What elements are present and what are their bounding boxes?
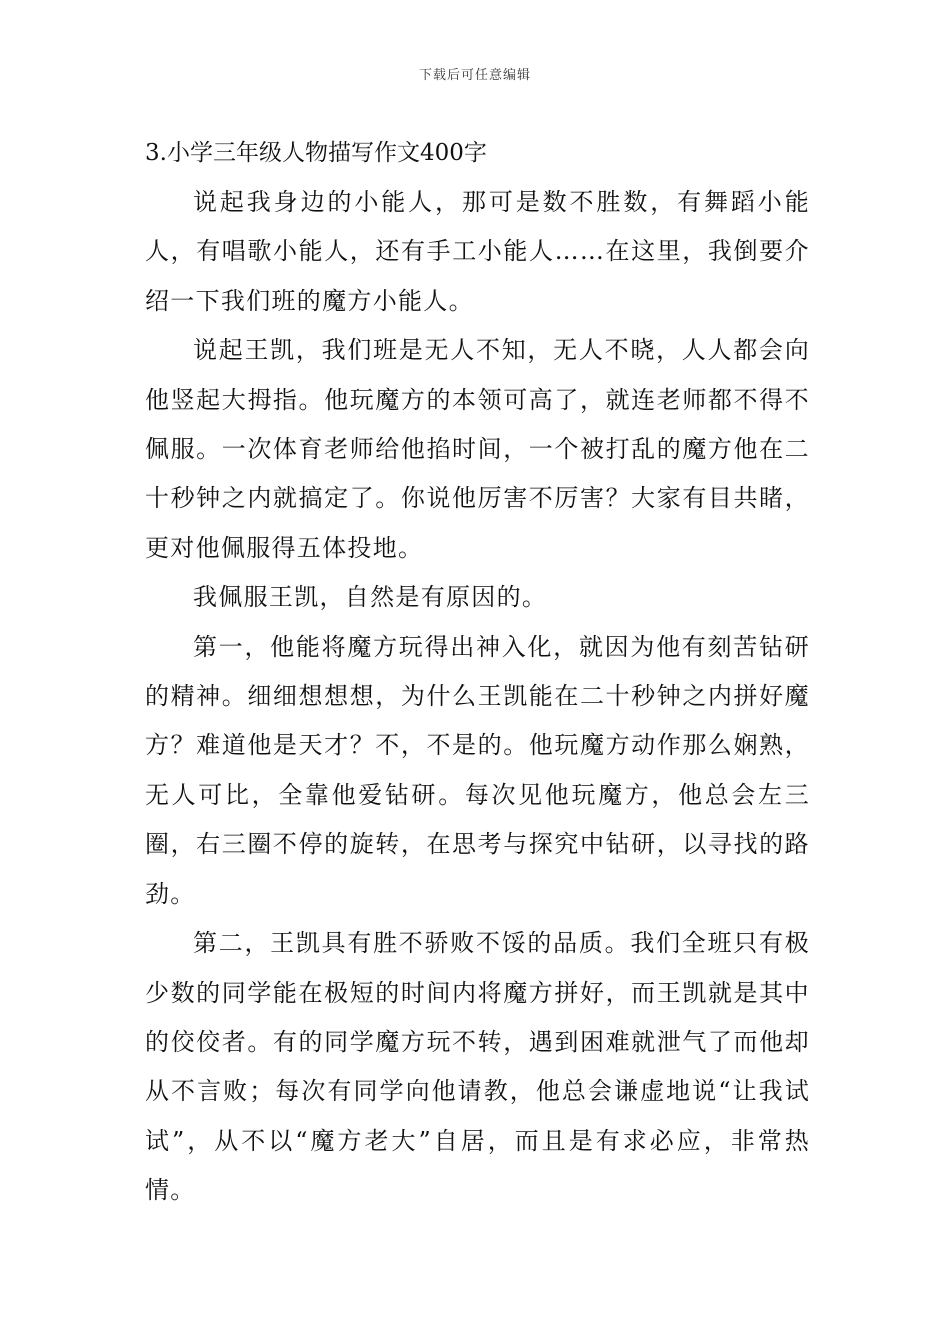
paragraph-4: 第一，他能将魔方玩得出神入化，就因为他有刻苦钻研的精神。细细想想想，为什么王凯能在二十秒钟之内拼好魔方？难道他是天才？不，不是的。他玩魔方动作那么娴熟，无人可比，全靠他爱钻研。每次见他玩魔方，他总会左三圈，右三圈不停的旋转，在思考与探究中钻研，以寻找的路劲。 bbox=[145, 632, 810, 908]
paragraph-2: 说起王凯，我们班是无人不知，无人不晓，人人都会向他竖起大拇指。他玩魔方的本领可高了，就连老师都不得不佩服。一次体育老师给他掐时间，一个被打乱的魔方他在二十秒钟之内就搞定了。你说他厉害不厉害？大家有目共睹，更对他佩服得五体投地。 bbox=[145, 336, 810, 562]
document-title: 3.小学三年级人物描写作文400字 bbox=[145, 140, 487, 166]
document-body bbox=[145, 128, 810, 1216]
paragraph-5: 第二，王凯具有胜不骄败不馁的品质。我们全班只有极少数的同学能在极短的时间内将魔方拼好，而王凯就是其中的佼佼者。有的同学魔方玩不转，遇到困难就泄气了而他却从不言败；每次有同学向他请教，他总会谦虚地说“让我试试”，从不以“魔方老大”自居，而且是有求必应，非常热情。 bbox=[145, 929, 810, 1205]
page-header: 下载后可任意编辑 bbox=[418, 68, 531, 83]
paragraph-1: 说起我身边的小能人，那可是数不胜数，有舞蹈小能人，有唱歌小能人，还有手工小能人……在这里，我倒要介绍一下我们班的魔方小能人。 bbox=[145, 188, 810, 315]
paragraph-3: 我佩服王凯，自然是有原因的。 bbox=[193, 583, 548, 612]
